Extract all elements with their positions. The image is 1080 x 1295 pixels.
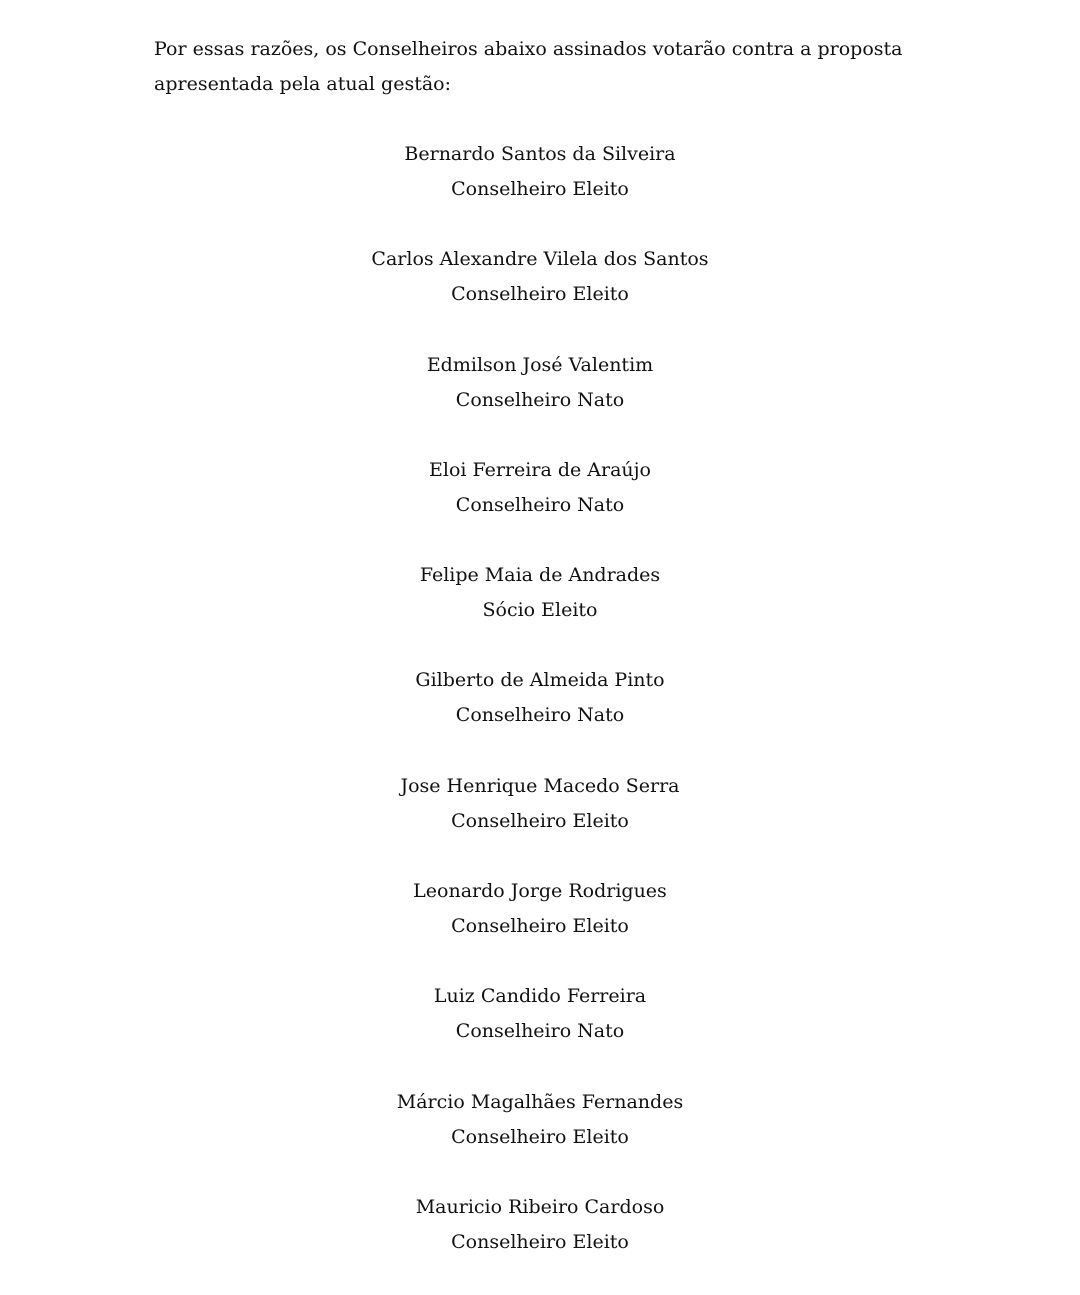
- signatory-name: Eloi Ferreira de Araújo: [429, 458, 651, 481]
- signatory-name: Carlos Alexandre Vilela dos Santos: [371, 248, 709, 271]
- signatory-role: Conselheiro Nato: [455, 704, 625, 727]
- signatory-entry: [0, 558, 1080, 663]
- signatory-role: Conselheiro Eleito: [451, 178, 629, 200]
- signatory-role: Conselheiro Eleito: [451, 915, 629, 938]
- signatory-role: Conselheiro Eleito: [451, 809, 629, 832]
- signatory-role: Conselheiro Eleito: [451, 283, 629, 306]
- signatory-entry: [0, 1190, 1080, 1295]
- signatory-name: Felipe Maia de Andrades: [419, 564, 661, 587]
- signatory-name: Mauricio Ribeiro Cardoso: [415, 1195, 665, 1218]
- signatory-name: Bernardo Santos da Silveira: [404, 143, 676, 165]
- signatory-name: Edmilson José Valentim: [426, 353, 654, 376]
- signatory-entry: [0, 979, 1080, 1084]
- signatory-role: Sócio Eleito: [482, 599, 598, 622]
- intro-paragraph: Por essas razões, os Conselheiros abaixo assinados votarão contra a proposta apresentada pela atual gestão:: [154, 38, 903, 95]
- signatory-role: Conselheiro Eleito: [451, 1125, 629, 1148]
- signatory-list: [0, 137, 1080, 1295]
- signatory-role: Conselheiro Nato: [455, 493, 625, 516]
- signatory-entry: [0, 1085, 1080, 1190]
- signatory-entry: [0, 663, 1080, 768]
- signatory-role: Conselheiro Nato: [455, 1020, 625, 1043]
- signatory-entry: [0, 453, 1080, 558]
- signatory-name: Leonardo Jorge Rodrigues: [413, 880, 667, 903]
- signatory-entry: [0, 242, 1080, 347]
- signatory-role: Conselheiro Eleito: [451, 1230, 629, 1253]
- signatory-role: Conselheiro Nato: [455, 388, 625, 411]
- signatory-entry: [0, 348, 1080, 453]
- signatory-name: Márcio Magalhães Fernandes: [396, 1090, 684, 1113]
- signatory-entry: [0, 874, 1080, 979]
- signatory-entry: [0, 769, 1080, 874]
- signatory-name: Gilberto de Almeida Pinto: [415, 669, 665, 692]
- signatory-name: Luiz Candido Ferreira: [433, 985, 647, 1008]
- signatory-name: Jose Henrique Macedo Serra: [400, 774, 680, 797]
- signatory-entry: [0, 137, 1080, 242]
